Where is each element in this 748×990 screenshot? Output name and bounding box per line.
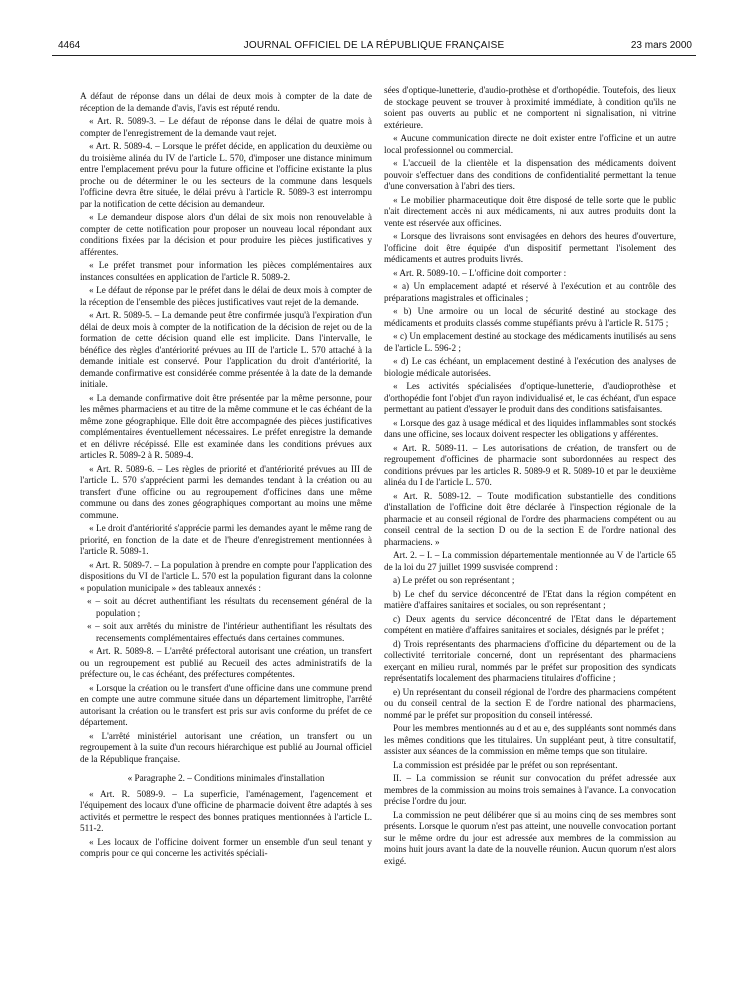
- list-item: « – soit au décret authentifiant les résultats du recensement général de la population ;: [87, 596, 372, 618]
- paragraph: II. – La commission se réunit sur convocation du préfet adressée aux membres de la commission au moins trois semaines à l'avance. La convocation précise l'ordre du jour.: [384, 773, 676, 806]
- paragraph: « Art. R. 5089-7. – La population à prendre en compte pour l'application des dispositions du VI de l'article L. 570 est la population figurant dans la colonne « population municipale » des tableaux annexés :: [80, 559, 372, 593]
- paragraph: « Le défaut de réponse par le préfet dans le délai de deux mois à compter de la réception de l'ensemble des pièces justificatives vaut rejet de la demande.: [80, 285, 372, 307]
- page-number: 4464: [58, 40, 81, 51]
- paragraph: « Aucune communication directe ne doit exister entre l'officine et un autre local professionnel ou commercial.: [384, 133, 676, 155]
- paragraph: « Lorsque la création ou le transfert d'une officine dans une commune prend en compte une autre commune située dans un département limitrophe, l'arrêté autorisant la création ou le transfert est pris sur avis conforme du préfet de ce département.: [80, 682, 372, 727]
- paragraph: « Art. R. 5089-11. – Les autorisations de création, de transfert ou de regroupement d'officines de pharmacie sont subordonnées au respect des conditions prévues par les articles R. 5089-9 et R. 5089-10 et par le deuxième alinéa du I de l'article L. 570.: [384, 442, 676, 487]
- paragraph: « La demande confirmative doit être présentée par la même personne, pour les mêmes pharmaciens et au titre de la même commune et le cas échéant de la même zone géographique. Elle doit être accompagnée des pièces justificatives complémentaires éventuellement nécessaires. Le préfet enregistre la demande et en délivre récépissé. Elle est examinée dans les conditions prévues aux articles R. 5089-2 à R. 5089-4.: [80, 392, 372, 460]
- paragraph: « Art. R. 5089-4. – Lorsque le préfet décide, en application du deuxième ou du troisième alinéa du IV de l'article L. 570, d'imposer une distance minimum entre l'emplacement prévu pour la future officine et l'officine existante la plus proche ou de déterminer le ou les secteurs de la commune dans lesquels l'officine devra être située, le délai prévu à l'article R. 5089-3 est interrompu par la notification de cette décision au demandeur.: [80, 141, 372, 209]
- paragraph: « Le demandeur dispose alors d'un délai de six mois non renouvelable à compter de cette notification pour proposer un nouveau local répondant aux conditions fixées par la décision et pour produire les pièces justificatives y afférentes.: [80, 212, 372, 257]
- paragraph: La commission ne peut délibérer que si au moins cinq de ses membres sont présents. Lorsque le quorum n'est pas atteint, une nouvelle convocation portant sur le même ordre du jour est adressée aux membres de la commission au moins huit jours avant la date de la nouvelle réunion. Aucun quorum n'est alors exigé.: [384, 809, 676, 866]
- paragraph: A défaut de réponse dans un délai de deux mois à compter de la date de réception de la demande d'avis, l'avis est réputé rendu.: [80, 91, 372, 113]
- right-column: [384, 85, 676, 869]
- paragraph: a) Le préfet ou son représentant ;: [393, 575, 515, 585]
- paragraph: « Art. R. 5089-12. – Toute modification substantielle des conditions d'installation de l'officine doit être déclarée à l'inspection régionale de la pharmacie et au conseil régional de l'ordre des pharmaciens compétent ou au conseil central de la section D ou de la section E de l'ordre national des pharmaciens. »: [384, 490, 676, 547]
- paragraph: « c) Un emplacement destiné au stockage des médicaments inutilisés au sens de l'article L. 596-2 ;: [384, 331, 676, 353]
- paragraph: « Art. R. 5089-9. – La superficie, l'aménagement, l'agencement et l'équipement des locaux d'une officine de pharmacie doivent être adaptés à ses activités et permettre le respect des bonnes pratiques mentionnées à l'article L. 511-2.: [80, 788, 372, 833]
- paragraph: « Lorsque des gaz à usage médical et des liquides inflammables sont stockés dans une officine, ses locaux doivent respecter les obligations y afférentes.: [384, 417, 676, 439]
- paragraph: « Art. R. 5089-3. – Le défaut de réponse dans le délai de quatre mois à compter de l'enregistrement de la demande vaut rejet.: [80, 116, 372, 138]
- paragraph: « Les activités spécialisées d'optique-lunetterie, d'audioprothèse et d'orthopédie font l'objet d'un rayon individualisé et, le cas échéant, d'un espace permettant au patient d'essayer le produit dans des conditions satisfaisantes.: [384, 381, 676, 414]
- paragraph: d) Trois représentants des pharmaciens d'officine du département ou de la collectivité territoriale concerné, dont un représentant des pharmaciens exerçant en milieu rural, nommés par le préfet sur proposition des syndicats représentatifs localement des pharmaciens titulaires d'officine ;: [384, 638, 676, 683]
- left-column: [80, 91, 372, 862]
- journal-title: JOURNAL OFFICIEL DE LA RÉPUBLIQUE FRANÇAISE: [243, 40, 505, 51]
- paragraph: b) Le chef du service déconcentré de l'Etat dans la région compétent en matière d'affaires sanitaires et sociales, ou son représentant ;: [384, 588, 676, 610]
- paragraph: sées d'optique-lunetterie, d'audio-prothèse et d'orthopédie. Toutefois, des lieux de stockage peuvent se trouver à proximité immédiate, à condition qu'ils ne soient pas ouverts au public et ne comportent ni signalisation, ni vitrine extérieure.: [384, 85, 676, 130]
- issue-date: 23 mars 2000: [630, 40, 692, 51]
- paragraph: « L'arrêté ministériel autorisant une création, un transfert ou un regroupement à la suite d'un recours hiérarchique est publié au Journal officiel de la République française.: [80, 730, 372, 764]
- list-item: « – soit aux arrêtés du ministre de l'intérieur authentifiant les résultats des recensements complémentaires effectués dans certaines communes.: [87, 621, 372, 643]
- paragraph: « Lorsque des livraisons sont envisagées en dehors des heures d'ouverture, l'officine doit être équipée d'un dispositif permettant l'isolement des médicaments et autres produits livrés.: [384, 231, 676, 264]
- paragraph: « b) Une armoire ou un local de sécurité destiné au stockage des médicaments et produits classés comme stupéfiants prévu à l'article R. 5175 ;: [384, 306, 676, 328]
- page-header: [0, 40, 748, 56]
- paragraph: « d) Le cas échéant, un emplacement destiné à l'exécution des analyses de biologie médicale autorisées.: [384, 356, 676, 378]
- paragraph: « Art. R. 5089-6. – Les règles de priorité et d'antériorité prévues au III de l'article L. 570 s'apprécient parmi les demandes tendant à la création ou au transfert d'une officine ou au regroupement d'officines dans une même commune ou dans des zones géographiques comportant au moins une même commune.: [80, 463, 372, 520]
- paragraph: « L'accueil de la clientèle et la dispensation des médicaments doivent pouvoir s'effectuer dans des conditions de confidentialité permettant la tenue d'une conversation à l'abri des tiers.: [384, 158, 676, 191]
- paragraph: « Art. R. 5089-8. – L'arrêté préfectoral autorisant une création, un transfert ou un regroupement est publié au Recueil des actes administratifs de la préfecture ou, le cas échéant, des préfectures compétentes.: [80, 646, 372, 679]
- paragraph: La commission est présidée par le préfet ou son représentant.: [393, 759, 618, 770]
- paragraph: « Art. R. 5089-5. – La demande peut être confirmée jusqu'à l'expiration d'un délai de deux mois à compter de la notification de la décision de rejet ou de la formation de cette décision quand elle est implicite. Dans l'intervalle, le bénéfice des règles d'antériorité prévues au III de l'article L. 570 attaché à la demande initiale est conservé. Pour l'application du droit d'antériorité, la demande confirmative est considérée comme présentée à la date de la demande initiale.: [80, 310, 372, 389]
- paragraph: « a) Un emplacement adapté et réservé à l'exécution et au contrôle des préparations magistrales et officinales ;: [384, 281, 676, 303]
- paragraph: « Les locaux de l'officine doivent former un ensemble d'un seul tenant y compris pour ce qui concerne les activités spéciali-: [80, 836, 372, 858]
- section-heading: « Paragraphe 2. – Conditions minimales d'installation: [127, 773, 325, 783]
- paragraph: « Le droit d'antériorité s'apprécie parmi les demandes ayant le même rang de priorité, en fonction de la date et de l'heure d'enregistrement mentionnées à l'article R. 5089-1.: [80, 523, 372, 556]
- paragraph: Art. 2. – I. – La commission départementale mentionnée au V de l'article 65 de la loi du 27 juillet 1999 susvisée comprend :: [384, 550, 676, 572]
- paragraph: e) Un représentant du conseil régional de l'ordre des pharmaciens compétent ou du conseil central de la section E de l'ordre national des pharmaciens, nommé par le préfet sur proposition du conseil intéressé.: [384, 686, 676, 720]
- paragraph: c) Deux agents du service déconcentré de l'Etat dans le département compétent en matière d'affaires sanitaires et sociales, désignés par le préfet ;: [384, 613, 676, 635]
- paragraph: Pour les membres mentionnés au d et au e, des suppléants sont nommés dans les mêmes conditions que les titulaires. Un suppléant peut, à titre consultatif, assister aux séances de la commission en même temps que son titulaire.: [384, 723, 676, 756]
- header-rule: [52, 55, 696, 56]
- paragraph: « Art. R. 5089-10. – L'officine doit comporter :: [393, 267, 567, 278]
- paragraph: « Le mobilier pharmaceutique doit être disposé de telle sorte que le public n'ait directement accès ni aux médicaments, ni aux autres produits dont la vente est réservée aux officines.: [384, 194, 676, 228]
- paragraph: « Le préfet transmet pour information les pièces complémentaires aux instances consultées en application de l'article R. 5089-2.: [80, 260, 372, 282]
